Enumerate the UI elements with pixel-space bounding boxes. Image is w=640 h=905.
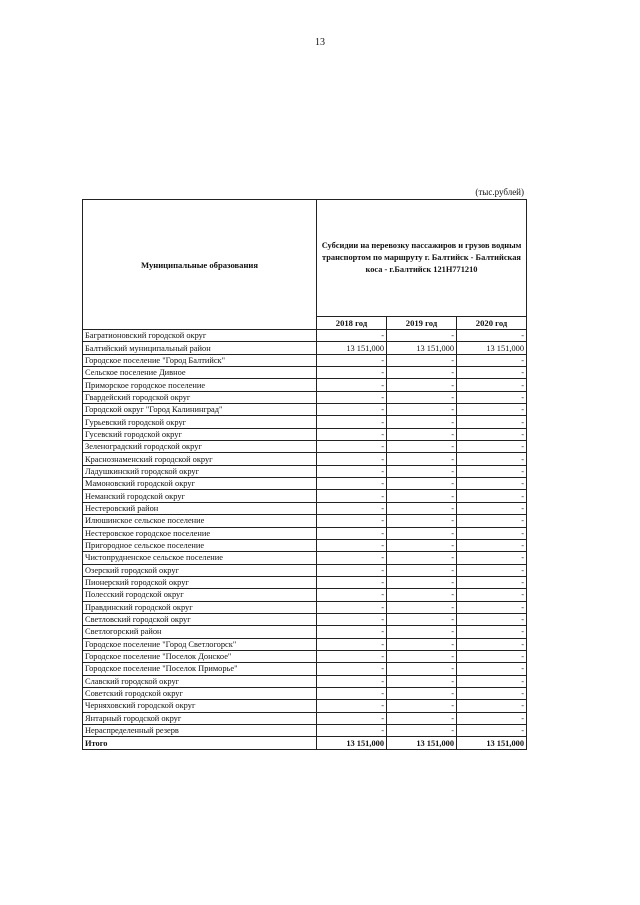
table-row [83,342,527,354]
row-value-2019: 13 151,000 [387,342,457,354]
row-value-2018: - [317,502,387,514]
row-value-2019: - [387,626,457,638]
row-value-2018: - [317,601,387,613]
row-name: Багратионовский городской округ [83,330,317,342]
table-row [83,675,527,687]
row-value-2018: - [317,379,387,391]
row-value-2019: - [387,465,457,477]
row-value-2020: - [457,502,527,514]
row-value-2018: - [317,441,387,453]
row-name: Пригородное сельское поселение [83,539,317,551]
table-row [83,391,527,403]
row-name: Мамоновский городской округ [83,478,317,490]
table-row [83,650,527,662]
total-value-2018: 13 151,000 [317,737,387,750]
row-value-2019: - [387,441,457,453]
row-value-2019: - [387,367,457,379]
row-name: Городское поселение "Город Светлогорск" [83,638,317,650]
row-value-2020: 13 151,000 [457,342,527,354]
table-row [83,601,527,613]
table-row [83,478,527,490]
row-name: Сельское поселение Дивное [83,367,317,379]
row-value-2019: - [387,613,457,625]
table-row [83,613,527,625]
row-value-2019: - [387,453,457,465]
row-value-2019: - [387,539,457,551]
row-name: Илюшинское сельское поселение [83,515,317,527]
row-value-2019: - [387,379,457,391]
units-label: (тыс.рублей) [475,187,524,197]
row-value-2020: - [457,601,527,613]
table-row [83,490,527,502]
table-row [83,404,527,416]
row-value-2020: - [457,552,527,564]
table-row [83,700,527,712]
table-row [83,416,527,428]
row-name: Правдинский городской округ [83,601,317,613]
row-name: Городское поселение "Поселок Приморье" [83,663,317,675]
row-name: Краснознаменский городской округ [83,453,317,465]
row-value-2020: - [457,626,527,638]
row-value-2020: - [457,687,527,699]
table-row [83,564,527,576]
row-value-2020: - [457,564,527,576]
row-name: Черняховский городской округ [83,700,317,712]
row-value-2019: - [387,527,457,539]
row-value-2020: - [457,589,527,601]
row-value-2020: - [457,367,527,379]
row-value-2018: - [317,478,387,490]
table-row [83,428,527,440]
row-value-2020: - [457,404,527,416]
row-value-2018: - [317,404,387,416]
table-row [83,379,527,391]
row-value-2018: - [317,638,387,650]
table-row [83,589,527,601]
row-name: Неманский городской округ [83,490,317,502]
row-value-2018: - [317,527,387,539]
row-name: Нераспределенный резерв [83,725,317,737]
row-value-2018: - [317,564,387,576]
row-value-2018: - [317,453,387,465]
row-value-2019: - [387,502,457,514]
row-value-2018: - [317,576,387,588]
row-value-2020: - [457,650,527,662]
row-value-2019: - [387,725,457,737]
row-value-2019: - [387,675,457,687]
row-value-2018: - [317,725,387,737]
row-value-2020: - [457,465,527,477]
row-name: Славский городской округ [83,675,317,687]
table-row [83,515,527,527]
header-subsidy [317,200,527,317]
header-year-2019: 2019 год [387,317,457,330]
table-row [83,725,527,737]
table-row [83,712,527,724]
table-row [83,687,527,699]
row-value-2019: - [387,404,457,416]
row-value-2019: - [387,601,457,613]
row-value-2020: - [457,453,527,465]
row-name: Балтийский муниципальный район [83,342,317,354]
row-name: Светлогорский район [83,626,317,638]
row-value-2018: - [317,712,387,724]
row-value-2018: - [317,675,387,687]
row-name: Пионерский городской округ [83,576,317,588]
row-value-2018: - [317,354,387,366]
row-value-2020: - [457,391,527,403]
table-row [83,626,527,638]
row-value-2019: - [387,576,457,588]
row-name: Гусевский городской округ [83,428,317,440]
row-value-2018: - [317,650,387,662]
table-row [83,576,527,588]
row-value-2019: - [387,354,457,366]
row-value-2019: - [387,650,457,662]
total-row [83,737,527,750]
row-value-2019: - [387,515,457,527]
row-name: Зеленоградский городской округ [83,441,317,453]
row-value-2018: - [317,687,387,699]
row-value-2019: - [387,564,457,576]
row-value-2018: - [317,428,387,440]
row-value-2019: - [387,428,457,440]
table-row [83,663,527,675]
row-value-2018: - [317,700,387,712]
row-name: Приморское городское поселение [83,379,317,391]
table-row [83,453,527,465]
row-value-2018: - [317,613,387,625]
row-value-2018: - [317,416,387,428]
row-value-2020: - [457,515,527,527]
row-name: Городское поселение "Город Балтийск" [83,354,317,366]
row-value-2019: - [387,638,457,650]
row-value-2018: - [317,367,387,379]
row-value-2019: - [387,552,457,564]
row-value-2020: - [457,490,527,502]
row-value-2018: - [317,663,387,675]
row-value-2020: - [457,416,527,428]
row-name: Гвардейский городской округ [83,391,317,403]
table-row [83,330,527,342]
row-value-2019: - [387,663,457,675]
row-name: Советский городской округ [83,687,317,699]
row-value-2018: - [317,515,387,527]
table-row [83,367,527,379]
total-value-2020: 13 151,000 [457,737,527,750]
table-row [83,441,527,453]
table-row [83,527,527,539]
table-row [83,552,527,564]
row-value-2019: - [387,589,457,601]
table-row [83,502,527,514]
row-value-2020: - [457,638,527,650]
row-value-2020: - [457,379,527,391]
row-value-2018: - [317,330,387,342]
header-municipalities: Муниципальные образования [83,200,317,330]
row-value-2020: - [457,441,527,453]
row-value-2019: - [387,391,457,403]
row-value-2019: - [387,478,457,490]
row-value-2018: - [317,539,387,551]
row-name: Ладушкинский городской округ [83,465,317,477]
row-name: Городской округ "Город Калининград" [83,404,317,416]
row-value-2019: - [387,490,457,502]
row-value-2018: - [317,465,387,477]
row-value-2020: - [457,576,527,588]
total-value-2019: 13 151,000 [387,737,457,750]
row-value-2020: - [457,354,527,366]
row-value-2020: - [457,712,527,724]
row-value-2019: - [387,700,457,712]
row-value-2019: - [387,687,457,699]
row-value-2018: - [317,391,387,403]
row-name: Янтарный городской округ [83,712,317,724]
table-body [83,330,527,750]
header-year-2018: 2018 год [317,317,387,330]
row-value-2020: - [457,675,527,687]
header-year-2020: 2020 год [457,317,527,330]
row-value-2020: - [457,663,527,675]
page-number: 13 [315,37,325,48]
row-name: Светловский городской округ [83,613,317,625]
row-value-2020: - [457,700,527,712]
row-value-2020: - [457,539,527,551]
table-row [83,638,527,650]
row-name: Городское поселение "Поселок Донское" [83,650,317,662]
row-name: Полесский городской округ [83,589,317,601]
total-label: Итого [83,737,317,750]
row-value-2018: 13 151,000 [317,342,387,354]
row-value-2020: - [457,725,527,737]
table-row [83,354,527,366]
row-value-2019: - [387,330,457,342]
table-row [83,465,527,477]
row-value-2019: - [387,712,457,724]
row-name: Гурьевский городской округ [83,416,317,428]
subsidy-table [82,199,527,750]
row-value-2018: - [317,490,387,502]
header-subsidy-text: Субсидии на перевозку пассажиров и грузов водным транспортом по маршруту г. Балтийск - Балтийская коса - г.Балтийск 121Н771210 [321,240,522,275]
row-name: Озерский городской округ [83,564,317,576]
row-name: Нестеровский район [83,502,317,514]
row-value-2020: - [457,330,527,342]
row-value-2018: - [317,589,387,601]
row-value-2020: - [457,527,527,539]
row-value-2019: - [387,416,457,428]
row-value-2020: - [457,478,527,490]
row-value-2018: - [317,552,387,564]
row-value-2018: - [317,626,387,638]
row-value-2020: - [457,428,527,440]
table-row [83,539,527,551]
row-value-2020: - [457,613,527,625]
row-name: Нестеровское городское поселение [83,527,317,539]
row-name: Чистопрудненское сельское поселение [83,552,317,564]
